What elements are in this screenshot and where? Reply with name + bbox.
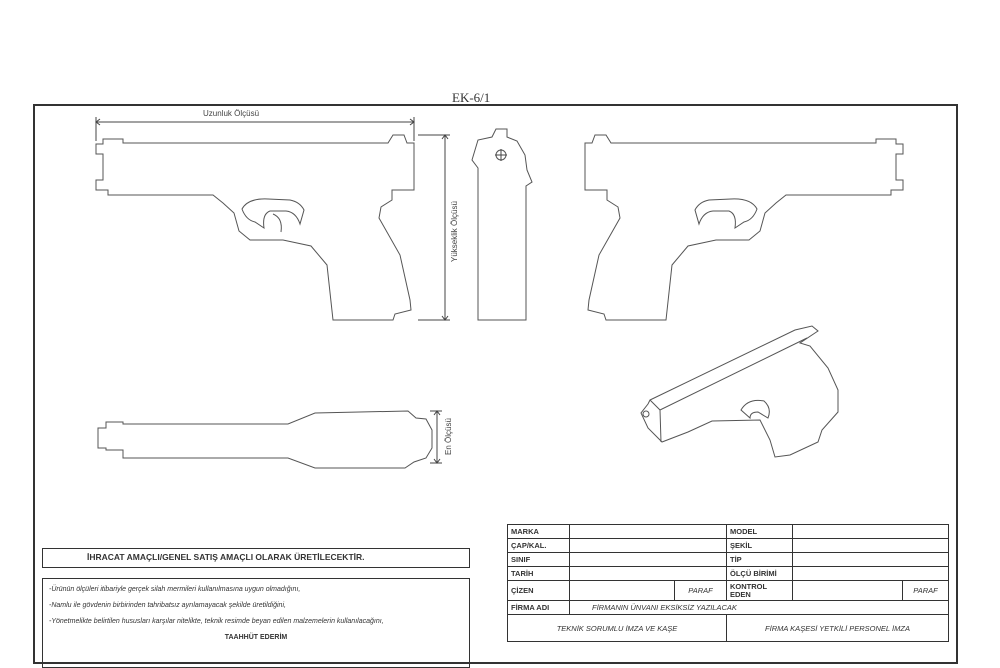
marka-value (570, 525, 727, 539)
firma-unvani-value: FİRMANIN ÜNVANI EKSİKSİZ YAZILACAK (570, 601, 949, 615)
sinif-label: SINIF (508, 553, 570, 567)
note-2: -Namlu ile gövdenin birbirinden tahribatsız ayrılamayacak şekilde üretildiğini, (49, 602, 286, 609)
commitment-notes (42, 578, 470, 668)
length-label: Uzunluk Ölçüsü (203, 109, 260, 118)
model-value (793, 525, 949, 539)
row-cap (508, 539, 949, 553)
width-label: En Ölçüsü (444, 418, 453, 455)
title-block-table (507, 524, 949, 642)
row-marka (508, 525, 949, 539)
sekil-label: ŞEKİL (727, 539, 793, 553)
kontrol-paraf: PARAF (903, 581, 949, 601)
row-firma (508, 601, 949, 615)
tip-label: TİP (727, 553, 793, 567)
row-tarih (508, 567, 949, 581)
export-notice: İHRACAT AMAÇLI/GENEL SATIŞ AMAÇLI OLARAK ÜRETİLECEKTİR. (42, 548, 470, 568)
olcu-birimi-value (793, 567, 949, 581)
height-label: Yükseklik Ölçüsü (450, 201, 459, 262)
cap-label: ÇAP/KAL. (508, 539, 570, 553)
sekil-value (793, 539, 949, 553)
row-cizen (508, 581, 949, 601)
pistol-top-view (98, 411, 432, 468)
cizen-value (570, 581, 675, 601)
row-sinif (508, 553, 949, 567)
tarih-value (570, 567, 727, 581)
teknik-sorumlu-signature: TEKNİK SORUMLU İMZA VE KAŞE (508, 615, 727, 642)
row-signatures (508, 615, 949, 642)
tip-value (793, 553, 949, 567)
olcu-birimi-label: ÖLÇÜ BİRİMİ (727, 567, 793, 581)
pistol-rear-view (472, 129, 532, 320)
firma-adi-label: FİRMA ADI (508, 601, 570, 615)
firma-kasesi-signature: FİRMA KAŞESİ YETKİLİ PERSONEL İMZA (727, 615, 949, 642)
pistol-isometric-view (641, 326, 838, 457)
kontrol-eden-label: KONTROL EDEN (727, 581, 793, 601)
pistol-side-view-right (585, 135, 903, 320)
pistol-side-view-left (96, 135, 414, 320)
commitment-signoff: TAAHHÜT EDERİM (224, 634, 288, 641)
cizen-label: ÇİZEN (508, 581, 570, 601)
tarih-label: TARİH (508, 567, 570, 581)
model-label: MODEL (727, 525, 793, 539)
sinif-value (570, 553, 727, 567)
cap-value (570, 539, 727, 553)
note-1: -Ürünün ölçüleri itibariyle gerçek silah mermileri kullanılmasına uygun olmadığını, (49, 586, 301, 593)
width-dimension (430, 411, 453, 463)
document-code: EK-6/1 (452, 90, 491, 105)
length-dimension (96, 109, 414, 141)
cizen-paraf: PARAF (675, 581, 727, 601)
note-3: -Yönetmelikte belirtilen hususları karşılar nitelikte, teknik resimde beyan edilen malzemelerin kullanılacağını, (49, 618, 384, 625)
kontrol-eden-value (793, 581, 903, 601)
height-dimension (418, 135, 459, 320)
marka-label: MARKA (508, 525, 570, 539)
